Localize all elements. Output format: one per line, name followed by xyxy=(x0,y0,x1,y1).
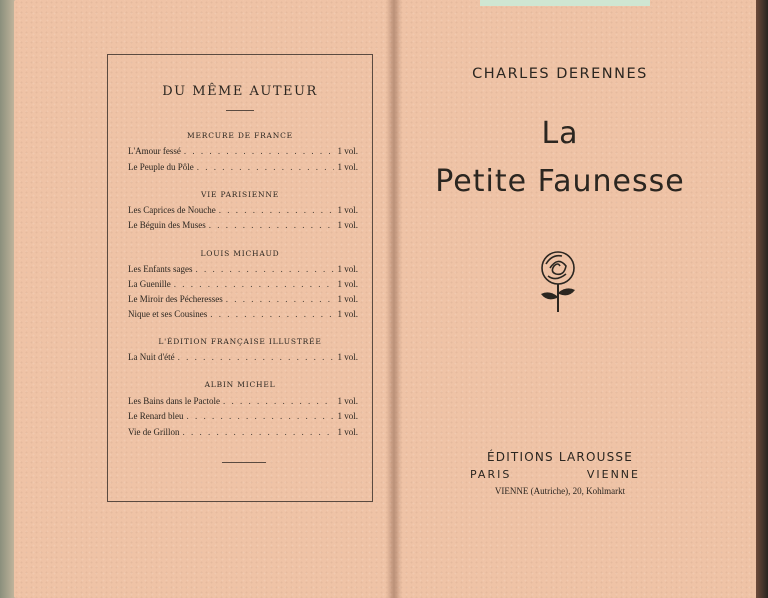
leader-dots xyxy=(226,294,335,304)
book-entry xyxy=(128,411,358,423)
leader-dots xyxy=(195,264,334,274)
leader-dots xyxy=(219,205,335,215)
book-entry xyxy=(128,279,358,291)
book-entry-volumes: 1 vol. xyxy=(337,309,358,319)
publisher-heading: LOUIS MICHAUD xyxy=(200,249,280,258)
book-entry xyxy=(128,264,358,276)
book-entry-title: Le Miroir des Pécheresses xyxy=(128,294,223,304)
end-rule xyxy=(222,462,266,463)
book-entry-title: Le Peuple du Pôle xyxy=(128,162,194,172)
book-entry xyxy=(128,294,358,306)
book-entry xyxy=(128,396,358,408)
book-entry-title: La Nuit d'été xyxy=(128,352,175,362)
leader-dots xyxy=(210,309,334,319)
author-name: CHARLES DERENNES xyxy=(472,66,648,82)
book-entry xyxy=(128,146,358,158)
book-entry-title: L'Amour fessé xyxy=(128,146,181,156)
rose-emblem-icon xyxy=(536,250,580,316)
book-entry-volumes: 1 vol. xyxy=(337,205,358,215)
publisher-heading: MERCURE DE FRANCE xyxy=(187,131,293,140)
heading-rule xyxy=(226,110,254,111)
book-entry-title: Nique et ses Cousines xyxy=(128,309,208,319)
leader-dots xyxy=(174,279,335,289)
book-entry-title: La Guenille xyxy=(128,279,171,289)
book-entry-volumes: 1 vol. xyxy=(337,146,358,156)
book-entry-volumes: 1 vol. xyxy=(337,264,358,274)
leader-dots xyxy=(197,162,335,172)
leader-dots xyxy=(186,411,334,421)
book-gutter xyxy=(386,0,402,598)
book-entry-title: Les Caprices de Nouche xyxy=(128,205,216,215)
publisher-heading: VIE PARISIENNE xyxy=(201,190,279,199)
publisher-address: VIENNE (Autriche), 20, Kohlmarkt xyxy=(494,486,626,496)
book-entry-volumes: 1 vol. xyxy=(337,220,358,230)
leader-dots xyxy=(182,427,334,437)
book-entry xyxy=(128,205,358,217)
publisher-heading: ALBIN MICHEL xyxy=(204,380,276,389)
book-entry xyxy=(128,352,358,364)
background-strip xyxy=(480,0,650,6)
book-entry-volumes: 1 vol. xyxy=(337,411,358,421)
book-entry xyxy=(128,309,358,321)
book-entry-volumes: 1 vol. xyxy=(337,396,358,406)
book-entry xyxy=(128,162,358,174)
book-entry-title: Les Enfants sages xyxy=(128,264,193,274)
book-entry-title: Le Renard bleu xyxy=(128,411,184,421)
book-title-line-1: La xyxy=(541,116,579,151)
leader-dots xyxy=(223,396,335,406)
city-paris: PARIS xyxy=(470,468,512,481)
leader-dots xyxy=(178,352,335,362)
book-entry-title: Vie de Grillon xyxy=(128,427,180,437)
book-edge-right xyxy=(756,0,768,598)
book-entry-volumes: 1 vol. xyxy=(337,294,358,304)
leader-dots xyxy=(209,220,335,230)
book-entry-volumes: 1 vol. xyxy=(337,162,358,172)
book-title-line-2: Petite Faunesse xyxy=(435,164,685,199)
publisher-heading: L'ÉDITION FRANÇAISE ILLUSTRÉE xyxy=(158,337,322,346)
city-vienne: VIENNE xyxy=(586,468,640,481)
book-entry-volumes: 1 vol. xyxy=(337,352,358,362)
publisher-cities xyxy=(470,468,640,481)
leader-dots xyxy=(184,146,335,156)
book-entry-title: Le Béguin des Muses xyxy=(128,220,206,230)
book-entry xyxy=(128,220,358,232)
book-entry-volumes: 1 vol. xyxy=(337,427,358,437)
bibliography-heading: DU MÊME AUTEUR xyxy=(162,84,318,99)
publisher-name: ÉDITIONS LAROUSSE xyxy=(486,450,634,464)
book-entry-title: Les Bains dans le Pactole xyxy=(128,396,220,406)
book-entry xyxy=(128,427,358,439)
book-entry-volumes: 1 vol. xyxy=(337,279,358,289)
